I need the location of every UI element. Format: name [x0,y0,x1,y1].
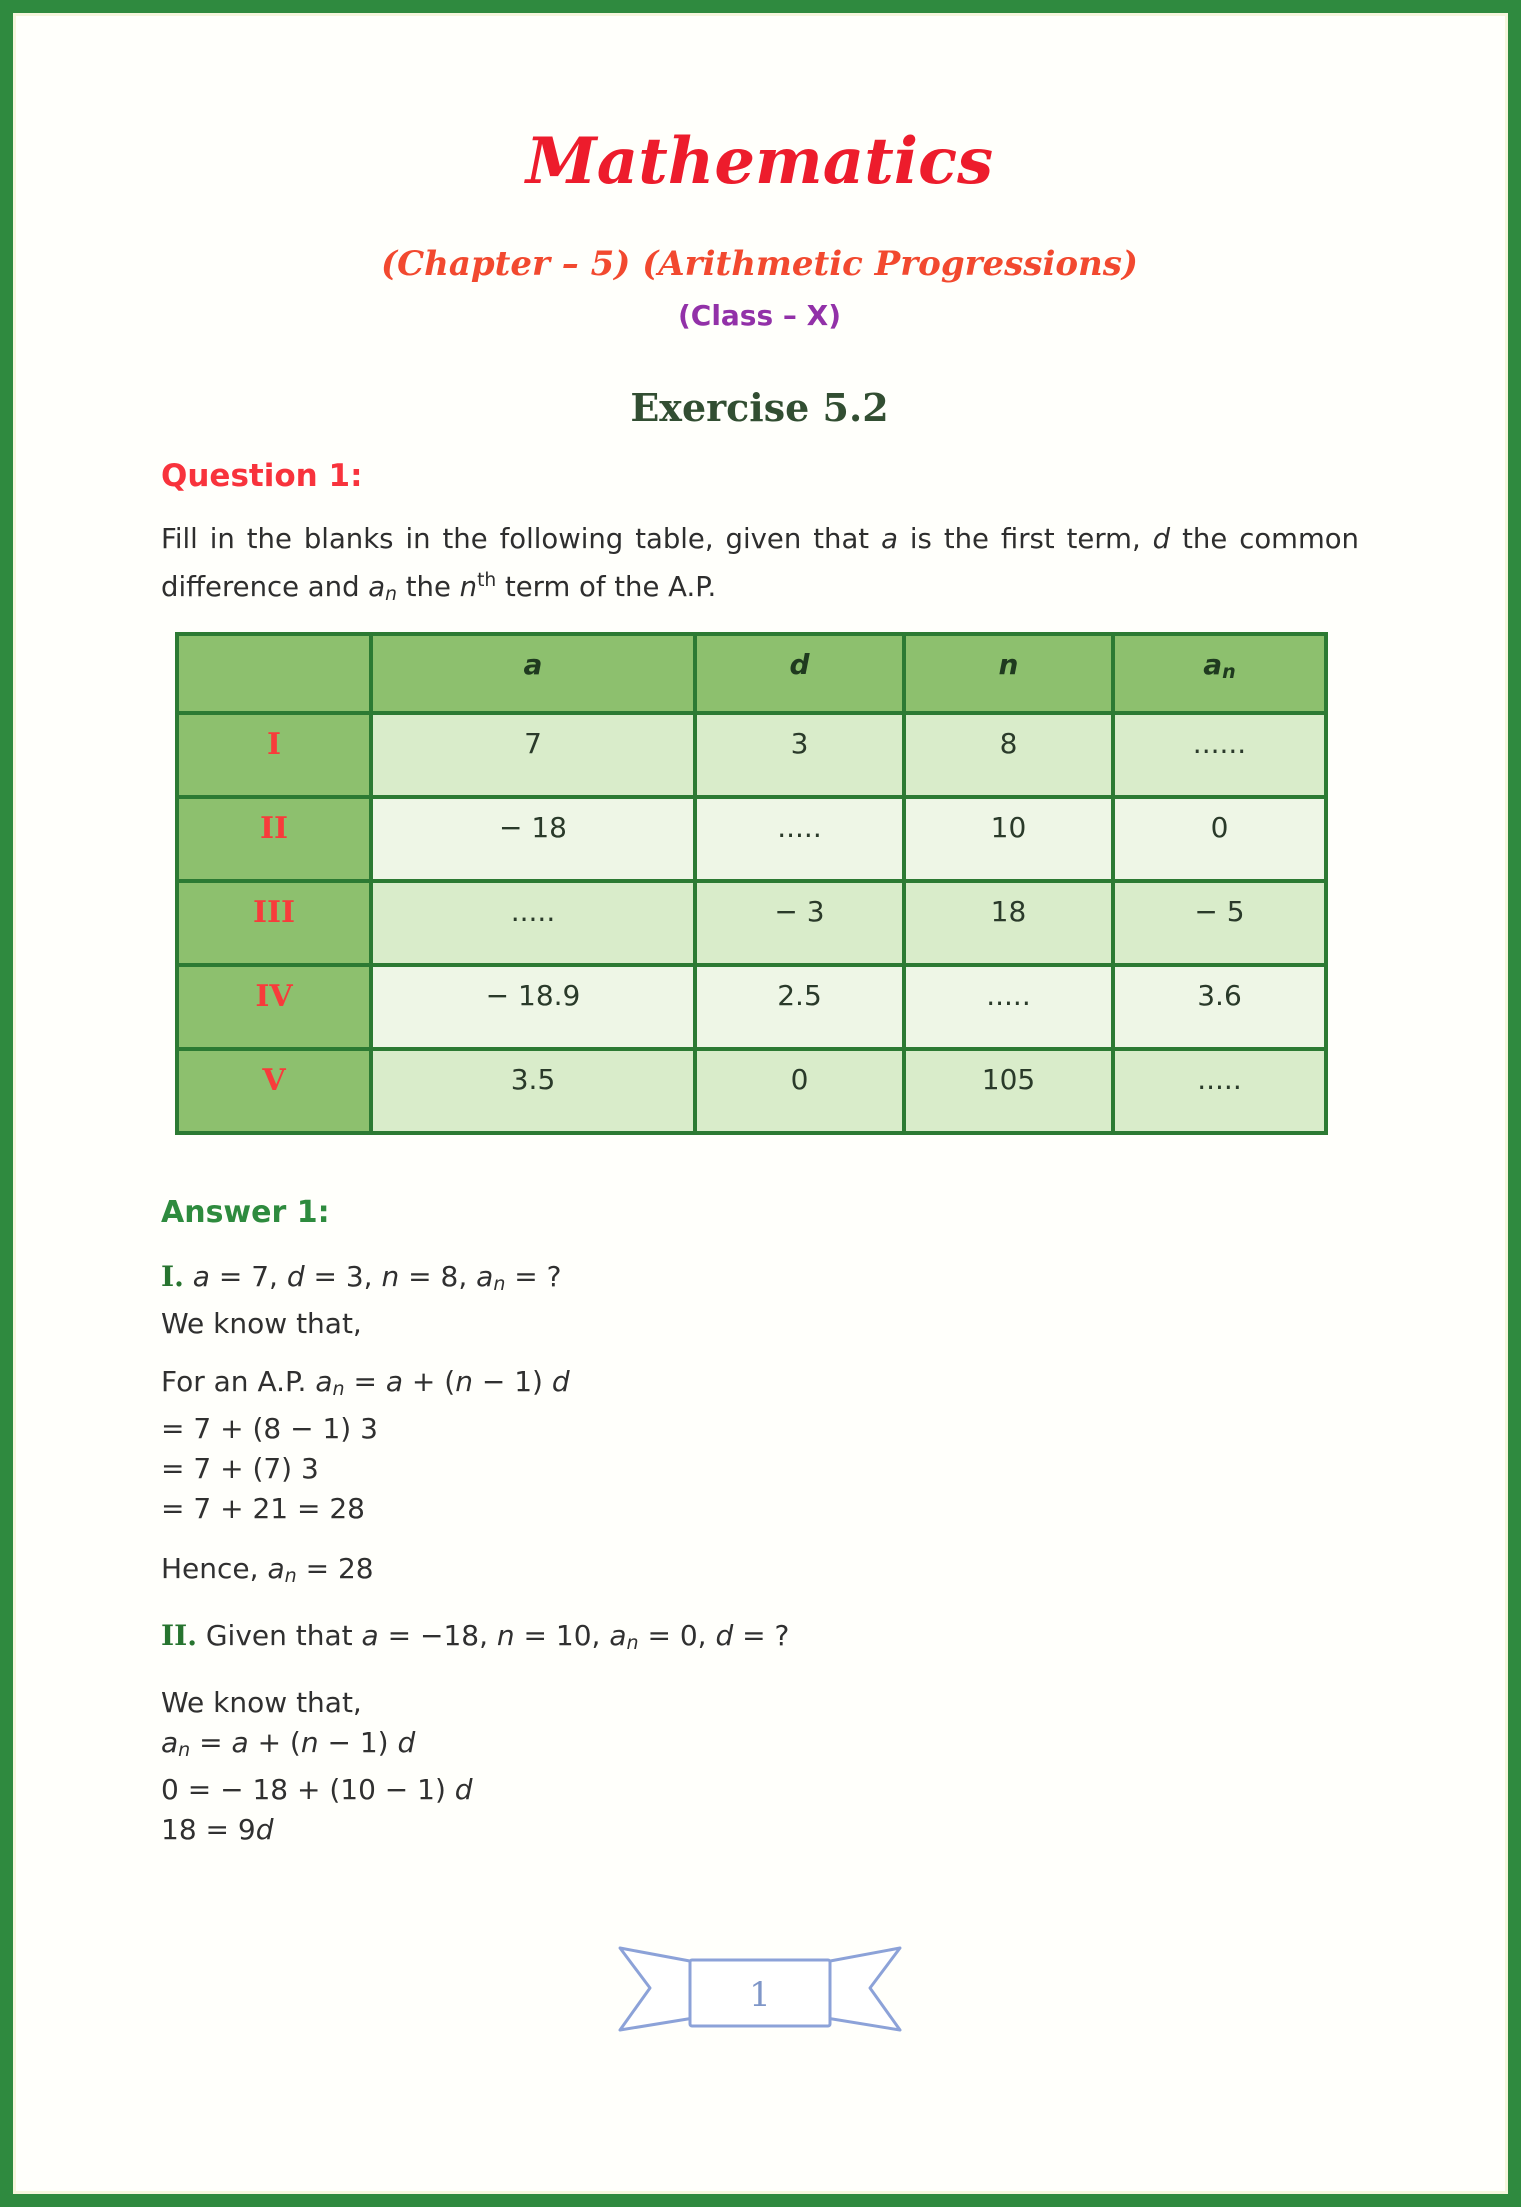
step-line-1: = 7 + (8 − 1) 3 [161,1411,378,1445]
cell-4-d: 2.5 [695,965,904,1049]
step-line-4: 0 = − 18 + (10 − 1) d [161,1772,473,1806]
know-that-2: We know that, [161,1685,362,1719]
question-heading: Question 1: [161,458,363,495]
ribbon-banner [610,1942,910,2054]
page-number-ribbon [610,1942,910,2054]
know-that-1: We know that, [161,1306,362,1340]
cell-5-d: 0 [695,1049,904,1133]
cell-5-a: 3.5 [371,1049,695,1133]
chapter-subtitle: (Chapter – 5) (Arithmetic Progressions) [381,243,1138,284]
formula-line-2: $a_n = a + (n - 1)$ d [161,1725,416,1761]
case2-label: II. [161,1618,197,1652]
cell-1-d: 3 [695,713,904,797]
header-cell-d: d [695,634,904,713]
exercise-heading: Exercise 5.2 [630,384,889,430]
hence-line: Hence, $a_n = 28$ [161,1551,374,1587]
cell-2-n: 10 [904,797,1113,881]
cell-3-a: ..... [371,881,695,965]
table-row-2 [177,797,1326,881]
class-subtitle: (Class – X) [677,299,842,333]
row-label-3: III [177,881,371,965]
answer-case2-given [161,1616,1358,1663]
header-cell-an: $a_n$ [1113,634,1326,713]
cell-1-a: 7 [371,713,695,797]
doc-title: Mathematics [525,124,994,199]
cell-4-an: 3.6 [1113,965,1326,1049]
cell-5-an: ..... [1113,1049,1326,1133]
row-label-4: IV [177,965,371,1049]
cell-2-a: − 18 [371,797,695,881]
table-row-3 [177,881,1326,965]
header-cell-a: a [371,634,695,713]
table-row-1 [177,713,1326,797]
header-cell-n: n [904,634,1113,713]
step-line-2: = 7 + (7) 3 [161,1451,319,1485]
table-header-row [177,634,1326,713]
step-line-5: 18 = 9d [161,1812,274,1846]
question-intro: Fill in the blanks in the following table, given that a is the first term, d the common difference and $a_n$ the $n^{th}$ term of the A.P. [161,522,1359,605]
case2-given-text: Given that a = −18, n = 10, $a_n = 0$, d = ? [196,1618,790,1654]
table-row-5 [177,1049,1326,1133]
ap-table [175,632,1328,1135]
row-label-2: II [177,797,371,881]
answer-case1-given [161,1257,1358,1304]
page-number: 1 [748,1974,771,2015]
cell-1-n: 8 [904,713,1113,797]
cell-1-an: ...... [1113,713,1326,797]
cell-4-a: − 18.9 [371,965,695,1049]
cell-3-an: − 5 [1113,881,1326,965]
cell-3-d: − 3 [695,881,904,965]
row-label-1: I [177,713,371,797]
row-label-5: V [177,1049,371,1133]
cell-4-n: ..... [904,965,1113,1049]
formula-line-1: For an A.P. $a_n = a + (n - 1)$ d [161,1364,570,1400]
case1-label: I. [161,1259,184,1293]
answer-heading: Answer 1: [161,1194,330,1230]
case1-given-text: a = 7, d = 3, n = 8, $a_n$ = ? [192,1259,562,1295]
cell-3-n: 18 [904,881,1113,965]
table-row-4 [177,965,1326,1049]
cell-2-d: ..... [695,797,904,881]
cell-5-n: 105 [904,1049,1113,1133]
cell-2-an: 0 [1113,797,1326,881]
header-cell-blank [177,634,371,713]
page-content [13,125,1508,2054]
step-line-3: = 7 + 21 = 28 [161,1491,365,1525]
